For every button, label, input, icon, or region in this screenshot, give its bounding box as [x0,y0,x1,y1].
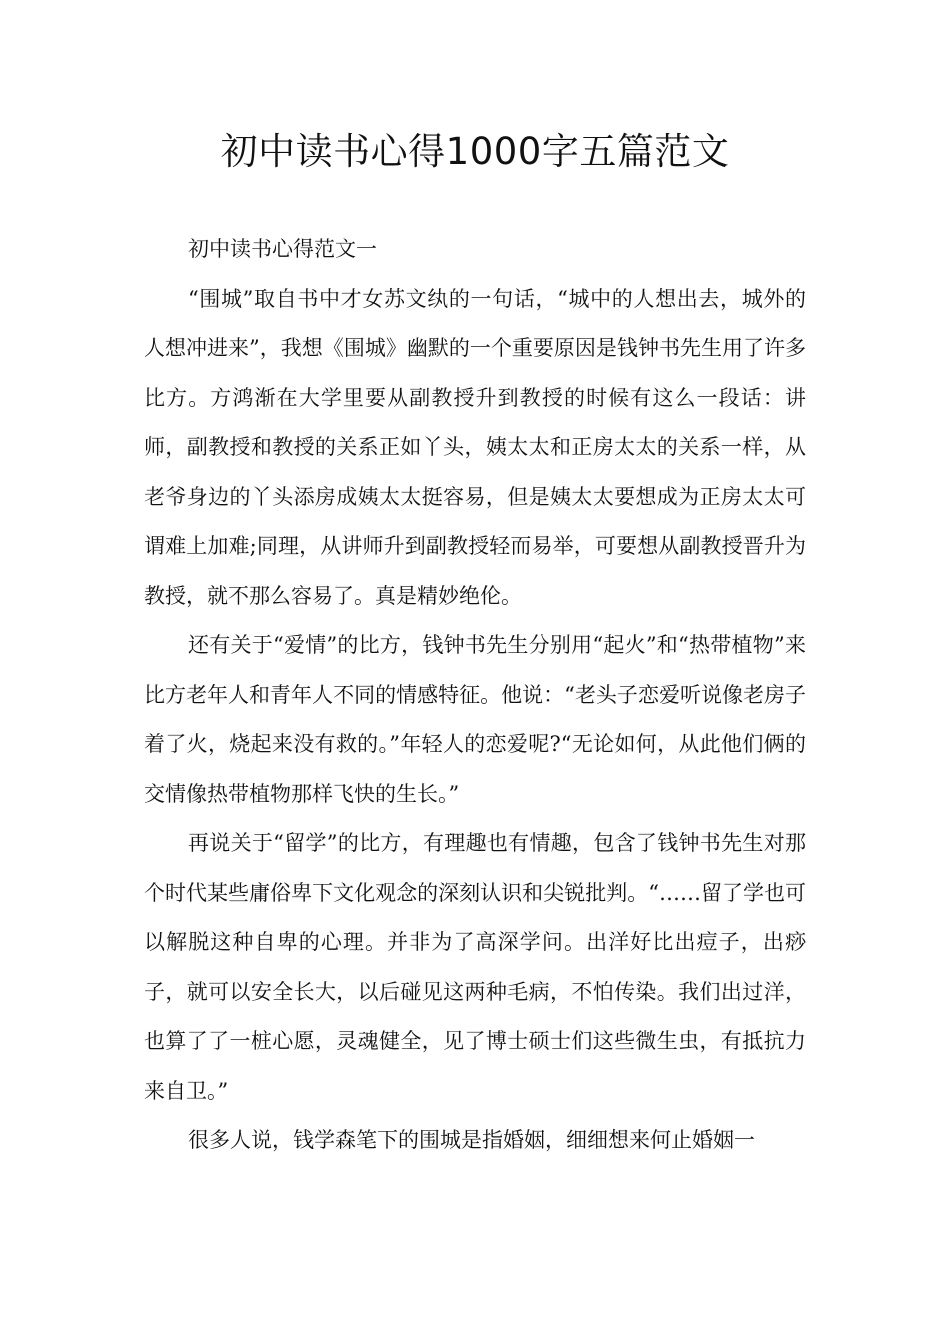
document-title: 初中读书心得1000字五篇范文 [220,130,730,173]
section-heading: 初中读书心得范文一 [188,237,377,261]
paragraph: 很多人说，钱学森笔下的围城是指婚姻，细细想来何止婚姻一 [188,1128,755,1152]
paragraph: “围城”取自书中才女苏文纨的一句话，“城中的人想出去，城外的人想冲进来”，我想《围城》幽默的一个重要原因是钱钟书先生用了许多比方。方鸿渐在大学里要从副教授升到教授的时候有这么一段话：讲师，副教授和教授的关系正如丫头，姨太太和正房太太的关系一样，从老爷身边的丫头添房成姨太太挺容易，但是姨太太要想成为正房太太可谓难上加难;同理，从讲师升到副教授轻而易举，可要想从副教授晋升为教授，就不那么容易了。真是精妙绝伦。 [144,286,806,608]
paragraph: 还有关于“爱情”的比方，钱钟书先生分别用“起火”和“热带植物”来比方老年人和青年人不同的情感特征。他说：“老头子恋爱听说像老房子着了火，烧起来没有救的。”年轻人的恋爱呢?“无论如何，从此他们俩的交情像热带植物那样飞快的生长。” [144,633,806,806]
paragraph: 再说关于“留学”的比方，有理趣也有情趣，包含了钱钟书先生对那个时代某些庸俗卑下文化观念的深刻认识和尖锐批判。“……留了学也可以解脱这种自卑的心理。并非为了高深学问。出洋好比出痘子，出痧子，就可以安全长大，以后碰见这两种毛病，不怕传染。我们出过洋，也算了了一桩心愿，灵魂健全，见了博士硕士们这些微生虫，有抵抗力来自卫。” [144,831,806,1103]
document-body [144,225,806,1166]
